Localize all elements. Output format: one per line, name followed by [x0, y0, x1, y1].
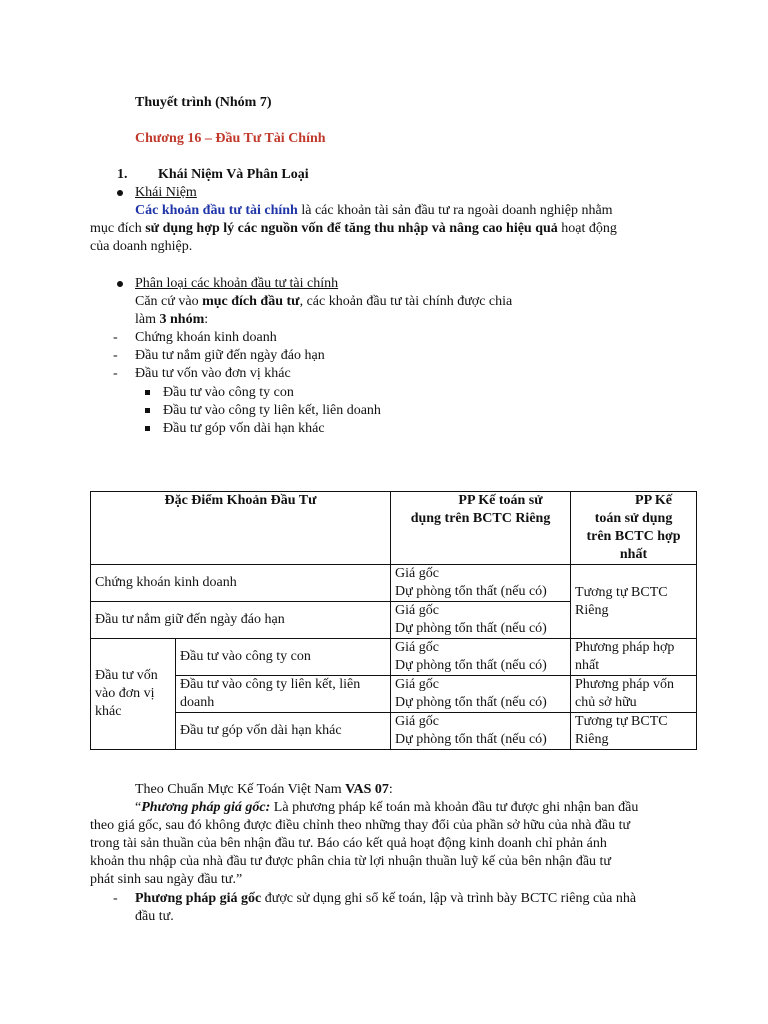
- concept-line-3: của doanh nghiệp.: [90, 239, 193, 254]
- consolidated-text: Riêng: [575, 732, 609, 747]
- method-cell: [391, 602, 571, 639]
- vas-intro: [135, 781, 393, 799]
- consolidated-text: Riêng: [575, 602, 609, 618]
- section-number: 1.: [117, 167, 128, 182]
- quote-line-1: [135, 799, 638, 817]
- header-separate-fs: [391, 492, 571, 565]
- consolidated-cell: [571, 713, 697, 750]
- provision-text: Dự phòng tổn thất (nếu có): [395, 732, 547, 747]
- investment-table: [90, 491, 697, 750]
- dash-marker: -: [113, 891, 118, 906]
- consolidated-cell: [571, 639, 697, 676]
- quote-line-5: phát sinh sau ngày đầu tư.”: [90, 872, 243, 887]
- dash-marker: -: [113, 366, 118, 381]
- section-title: Khái Niệm Và Phân Loại: [158, 167, 309, 182]
- row-label: [176, 676, 391, 713]
- consolidated-cell: [571, 676, 697, 713]
- square-bullet-icon: [145, 390, 150, 395]
- dash-item: Chứng khoán kinh doanh: [135, 330, 277, 345]
- table-row: [91, 639, 697, 676]
- table-row: [91, 565, 697, 602]
- header-text: PP Kế toán sử: [458, 493, 543, 508]
- dash-marker: -: [113, 330, 118, 345]
- quote-mark: “: [135, 800, 142, 815]
- consolidated-text: nhất: [575, 658, 600, 673]
- row-label-text: doanh: [180, 695, 215, 710]
- concept-text: mục đích: [90, 221, 146, 236]
- cost-text: Giá gốc: [395, 566, 439, 581]
- group-text: Đầu tư vốn: [95, 668, 158, 683]
- provision-text: Dự phòng tổn thất (nếu có): [395, 658, 547, 673]
- method-term: Phương pháp giá gốc: [135, 891, 262, 906]
- group-text: vào đơn vị: [95, 686, 155, 701]
- consolidated-text: chủ sở hữu: [575, 695, 637, 710]
- concept-text: hoạt động: [557, 221, 617, 236]
- table-row: [91, 676, 697, 713]
- quote-line-3: trong tài sản thuần của bên nhận đầu tư. Báo cáo kết quả hoạt động kinh doanh chỉ phản ánh: [90, 836, 607, 851]
- cost-text: Giá gốc: [395, 640, 439, 655]
- header-text: PP Kế: [635, 493, 672, 508]
- chapter-title: Chương 16 – Đầu Tư Tài Chính: [135, 131, 326, 146]
- row-label: Chứng khoán kinh doanh: [91, 565, 391, 602]
- classify-text: Căn cứ vào: [135, 294, 203, 309]
- provision-text: Dự phòng tổn thất (nếu có): [395, 584, 547, 599]
- quote-line-4: khoản thu nhập của nhà đầu tư được phân chia từ lợi nhuận thuần luỹ kế của bên nhận đầu tư: [90, 854, 612, 869]
- sub-item: Đầu tư vào công ty con: [163, 385, 294, 400]
- classify-emphasis: mục đích đầu tư: [202, 294, 300, 309]
- vas-standard: VAS 07: [345, 782, 389, 797]
- method-cell: [391, 565, 571, 602]
- quote-line-2: theo giá gốc, sau đó không được điều chỉnh theo những thay đổi của phần sở hữu của nhà đầu tư: [90, 818, 631, 833]
- method-cell: [391, 639, 571, 676]
- concept-line-2: [90, 220, 617, 238]
- concept-heading: Khái Niệm: [135, 185, 197, 200]
- classify-line-2: [135, 311, 208, 329]
- row-label: Đầu tư góp vốn dài hạn khác: [176, 713, 391, 750]
- classify-emphasis: 3 nhóm: [159, 312, 205, 327]
- row-label: Đầu tư vào công ty con: [176, 639, 391, 676]
- concept-emphasis: sử dụng hợp lý các nguồn vốn để tăng thu nhập và nâng cao hiệu quả: [145, 221, 558, 236]
- classify-text: :: [204, 312, 209, 327]
- sub-item: Đầu tư góp vốn dài hạn khác: [163, 421, 325, 436]
- square-bullet-icon: [145, 408, 150, 413]
- header-consolidated-fs: [571, 492, 697, 565]
- consolidated-text: Phương pháp hợp: [575, 640, 675, 655]
- consolidated-text: Tương tự BCTC: [575, 584, 668, 600]
- consolidated-cell: [571, 565, 697, 639]
- method-text: được sử dụng ghi sổ kế toán, lập và trình bày BCTC riêng của nhà: [261, 891, 637, 906]
- dash-marker: -: [113, 348, 118, 363]
- method-cell: [391, 676, 571, 713]
- header-text: nhất: [619, 547, 648, 562]
- cost-text: Giá gốc: [395, 714, 439, 729]
- bullet-icon: [117, 190, 123, 196]
- provision-text: Dự phòng tổn thất (nếu có): [395, 621, 547, 636]
- header-text: toán sử dụng: [594, 511, 673, 526]
- method-note-line-2: đầu tư.: [135, 909, 174, 924]
- method-cell: [391, 713, 571, 750]
- header-text: trên BCTC hợp: [586, 529, 681, 544]
- concept-term: Các khoản đầu tư tài chính: [135, 203, 298, 218]
- header-characteristics: Đặc Điểm Khoản Đầu Tư: [91, 492, 391, 565]
- consolidated-text: Phương pháp vốn: [575, 677, 675, 692]
- sub-item: Đầu tư vào công ty liên kết, liên doanh: [163, 403, 381, 418]
- vas-text: Theo Chuẩn Mực Kế Toán Việt Nam: [135, 782, 346, 797]
- consolidated-text: Tương tự BCTC: [575, 714, 668, 729]
- classify-text: , các khoản đầu tư tài chính được chia: [299, 294, 513, 309]
- classify-text: làm: [135, 312, 160, 327]
- concept-line-1: [135, 202, 613, 220]
- vas-text: :: [388, 782, 393, 797]
- provision-text: Dự phòng tổn thất (nếu có): [395, 695, 547, 710]
- table-header-row: [91, 492, 697, 565]
- group-label: [91, 639, 176, 750]
- dash-item: Đầu tư vốn vào đơn vị khác: [135, 366, 291, 381]
- classify-line-1: [135, 293, 512, 311]
- dash-item: Đầu tư nắm giữ đến ngày đáo hạn: [135, 348, 325, 363]
- method-note-line-1: [135, 890, 636, 908]
- row-label: Đầu tư nắm giữ đến ngày đáo hạn: [91, 602, 391, 639]
- quote-term: Phương pháp giá gốc:: [141, 800, 271, 815]
- square-bullet-icon: [145, 426, 150, 431]
- group-text: khác: [95, 704, 122, 719]
- quote-text: Là phương pháp kế toán mà khoản đầu tư được ghi nhận ban đầu: [270, 800, 639, 815]
- bullet-icon: [117, 281, 123, 287]
- cost-text: Giá gốc: [395, 677, 439, 692]
- table-row: [91, 713, 697, 750]
- row-label-text: Đầu tư vào công ty liên kết, liên: [180, 677, 361, 692]
- header-text: dụng trên BCTC Riêng: [410, 511, 551, 526]
- concept-text: là các khoản tài sản đầu tư ra ngoài doanh nghiệp nhằm: [297, 203, 613, 218]
- cost-text: Giá gốc: [395, 603, 439, 618]
- doc-title: Thuyết trình (Nhóm 7): [135, 95, 272, 110]
- classify-heading: Phân loại các khoản đầu tư tài chính: [135, 276, 339, 291]
